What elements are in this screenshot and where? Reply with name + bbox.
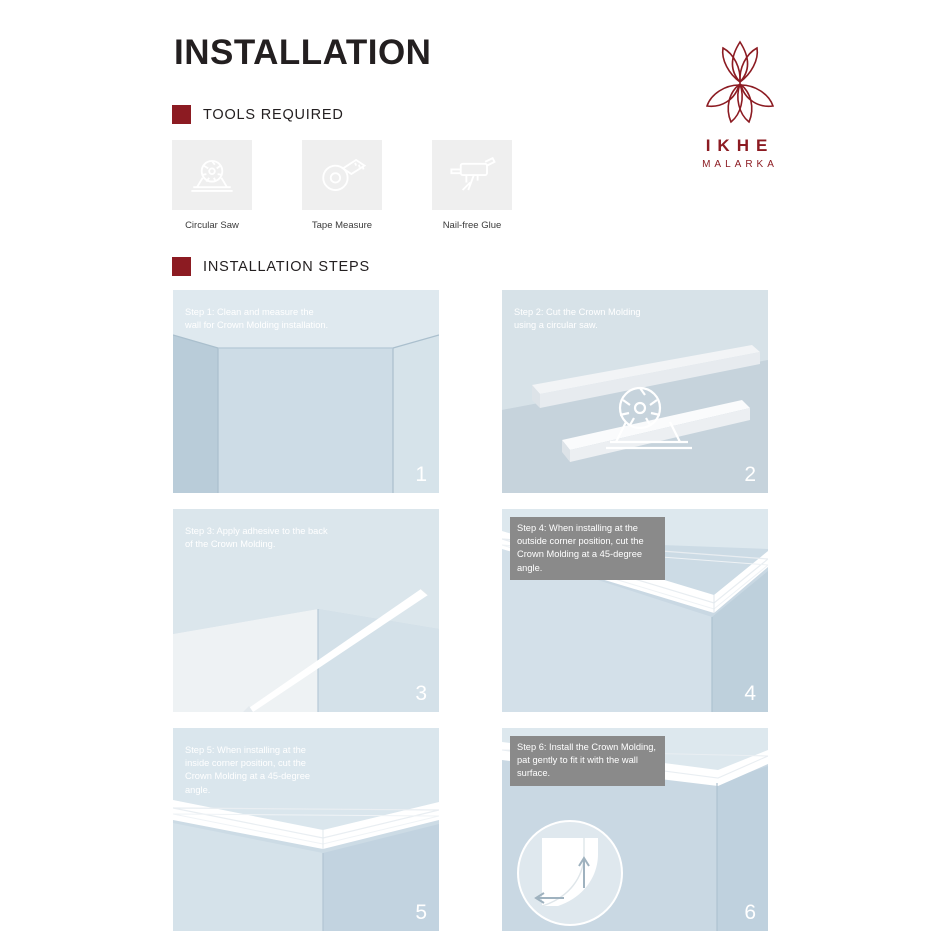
step-card-1 [173,290,439,493]
tool-item [172,140,252,231]
step-card-3 [173,509,439,712]
tools-section-heading [172,105,344,124]
square-bullet-icon [172,257,191,276]
tools-list [172,140,512,231]
step-card-6 [502,728,768,931]
tape-measure-icon [302,140,382,210]
step-number: 5 [415,901,427,924]
step-number: 2 [744,463,756,486]
brand-logo [650,30,830,180]
step-number: 6 [744,901,756,924]
tool-item [302,140,382,231]
step-caption: Step 5: When installing at the inside corner position, cut the Crown Molding at a 45-degree angle. [185,745,311,795]
step-number: 4 [744,682,756,705]
lotus-flower-icon [685,30,795,130]
tool-item [432,140,512,231]
tool-label: Nail-free Glue [442,220,502,231]
step-caption: Step 1: Clean and measure the wall for Crown Molding installation. [185,307,329,331]
tools-section-label: TOOLS REQUIRED [203,106,344,123]
tool-label: Tape Measure [311,220,373,231]
steps-section-label: INSTALLATION STEPS [203,258,370,275]
step-number: 1 [415,463,427,486]
tool-label: Circular Saw [185,220,239,231]
step-card-2 [502,290,768,493]
step-caption: Step 3: Apply adhesive to the back of the Crown Molding. [185,526,328,550]
step-card-5 [173,728,439,931]
glue-gun-icon [432,140,512,210]
step-card-4 [502,509,768,712]
installation-steps-grid [173,290,768,931]
brand-subname: MALARKA [702,159,778,170]
brand-name: IKHE [705,136,775,155]
page-title: INSTALLATION [174,33,432,72]
step-caption: Step 2: Cut the Crown Molding using a circular saw. [514,307,641,331]
square-bullet-icon [172,105,191,124]
circular-saw-icon [172,140,252,210]
step-caption: Step 4: When installing at the outside corner position, cut the Crown Molding at a 45-degree angle. [510,517,665,580]
steps-section-heading [172,257,370,276]
step-caption: Step 6: Install the Crown Molding, pat gently to fit it with the wall surface. [510,736,665,786]
step-number: 3 [415,682,427,705]
